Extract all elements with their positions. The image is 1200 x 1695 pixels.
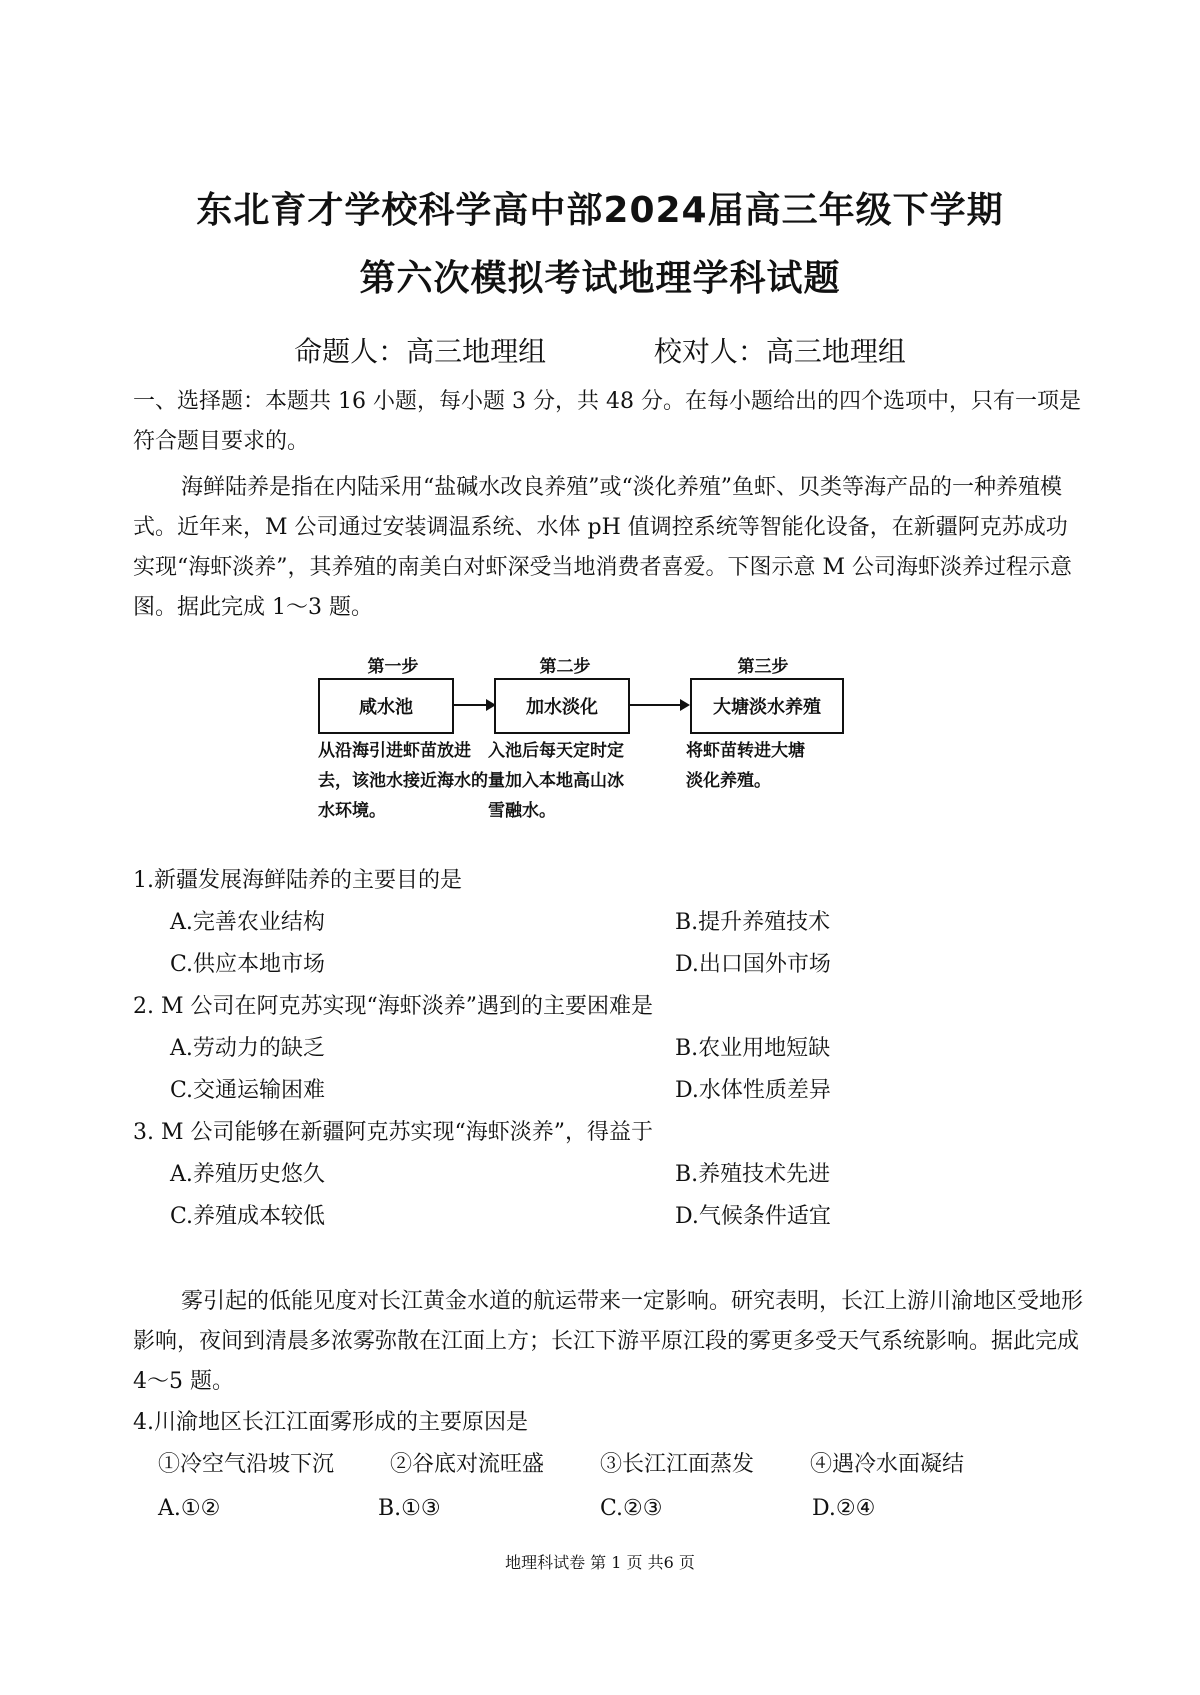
q4-option-c: C.②③ [600, 1496, 663, 1521]
q2-option-a: A.劳动力的缺乏 [170, 1036, 325, 1061]
q1-option-c: C.供应本地市场 [170, 952, 326, 977]
q4-item-3: ③长江江面蒸发 [600, 1452, 755, 1477]
page-footer: 地理科试卷 第 1 页 共6 页 [505, 1553, 695, 1572]
q3-option-d: D.气候条件适宜 [675, 1204, 831, 1229]
arrow-2-icon [630, 704, 688, 706]
q4-option-a: A.①② [158, 1496, 221, 1521]
q4-item-2: ②谷底对流旺盛 [390, 1452, 545, 1477]
arrow-1-icon [454, 704, 494, 706]
step-2-desc: 入池后每天定时定量加入本地高山冰雪融水。 [488, 741, 624, 821]
exam-title-line1: 东北育才学校科学高中部2024届高三年级下学期 [196, 190, 1004, 231]
section-heading: 一、选择题：本题共 16 小题，每小题 3 分，共 48 分。在每小题给出的四个选项中，只有一项是符合题目要求的。 [133, 389, 1081, 454]
question-3-stem: 3. M 公司能够在新疆阿克苏实现“海虾淡养”，得益于 [133, 1120, 653, 1145]
q4-item-4: ④遇冷水面凝结 [810, 1452, 965, 1477]
q2-option-b: B.农业用地短缺 [675, 1036, 831, 1061]
step-1-label: 第一步 [367, 657, 419, 677]
q2-option-d: D.水体性质差异 [675, 1078, 831, 1103]
proofreader: 校对人：高三地理组 [653, 335, 906, 368]
q3-option-c: C.养殖成本较低 [170, 1204, 326, 1229]
author: 命题人：高三地理组 [294, 335, 547, 368]
q2-option-c: C.交通运输困难 [170, 1078, 326, 1103]
step-1-box: 咸水池 [318, 678, 454, 734]
q1-option-b: B.提升养殖技术 [675, 910, 831, 935]
question-4-stem: 4.川渝地区长江江面雾形成的主要原因是 [133, 1410, 528, 1435]
step-3-box: 大塘淡水养殖 [690, 678, 844, 734]
question-1-stem: 1.新疆发展海鲜陆养的主要目的是 [133, 868, 462, 893]
q4-item-1: ①冷空气沿坡下沉 [158, 1452, 335, 1477]
step-2-label: 第二步 [539, 657, 591, 677]
q4-option-b: B.①③ [378, 1496, 441, 1521]
q4-option-d: D.②④ [812, 1496, 876, 1521]
step-3-desc: 将虾苗转进大塘淡化养殖。 [686, 741, 805, 791]
question-2-stem: 2. M 公司在阿克苏实现“海虾淡养”遇到的主要困难是 [133, 994, 653, 1019]
step-1-desc: 从沿海引进虾苗放进去，该池水接近海水的水环境。 [318, 741, 488, 821]
exam-title-line2: 第六次模拟考试地理学科试题 [359, 258, 841, 299]
step-2-box: 加水淡化 [494, 678, 630, 734]
passage-1: 海鲜陆养是指在内陆采用“盐碱水改良养殖”或“淡化养殖”鱼虾、贝类等海产品的一种养殖模式。近年来，M 公司通过安装调温系统、水体 pH 值调控系统等智能化设备，在新疆阿克苏成功实现“海虾淡养”，其养殖的南美白对虾深受当地消费者喜爱。下图示意 M 公司海虾淡养过程示意图。据此完成 1～3 题。 [133, 475, 1073, 620]
shrimp-process-diagram [318, 652, 908, 842]
q3-option-b: B.养殖技术先进 [675, 1162, 831, 1187]
q1-option-d: D.出口国外市场 [675, 952, 831, 977]
passage-2: 雾引起的低能见度对长江黄金水道的航运带来一定影响。研究表明，长江上游川渝地区受地形影响，夜间到清晨多浓雾弥散在江面上方；长江下游平原江段的雾更多受天气系统影响。据此完成 4～5 题。 [133, 1289, 1084, 1394]
q1-option-a: A.完善农业结构 [170, 910, 325, 935]
q3-option-a: A.养殖历史悠久 [170, 1162, 325, 1187]
author-line [0, 330, 1200, 370]
step-3-label: 第三步 [737, 657, 789, 677]
